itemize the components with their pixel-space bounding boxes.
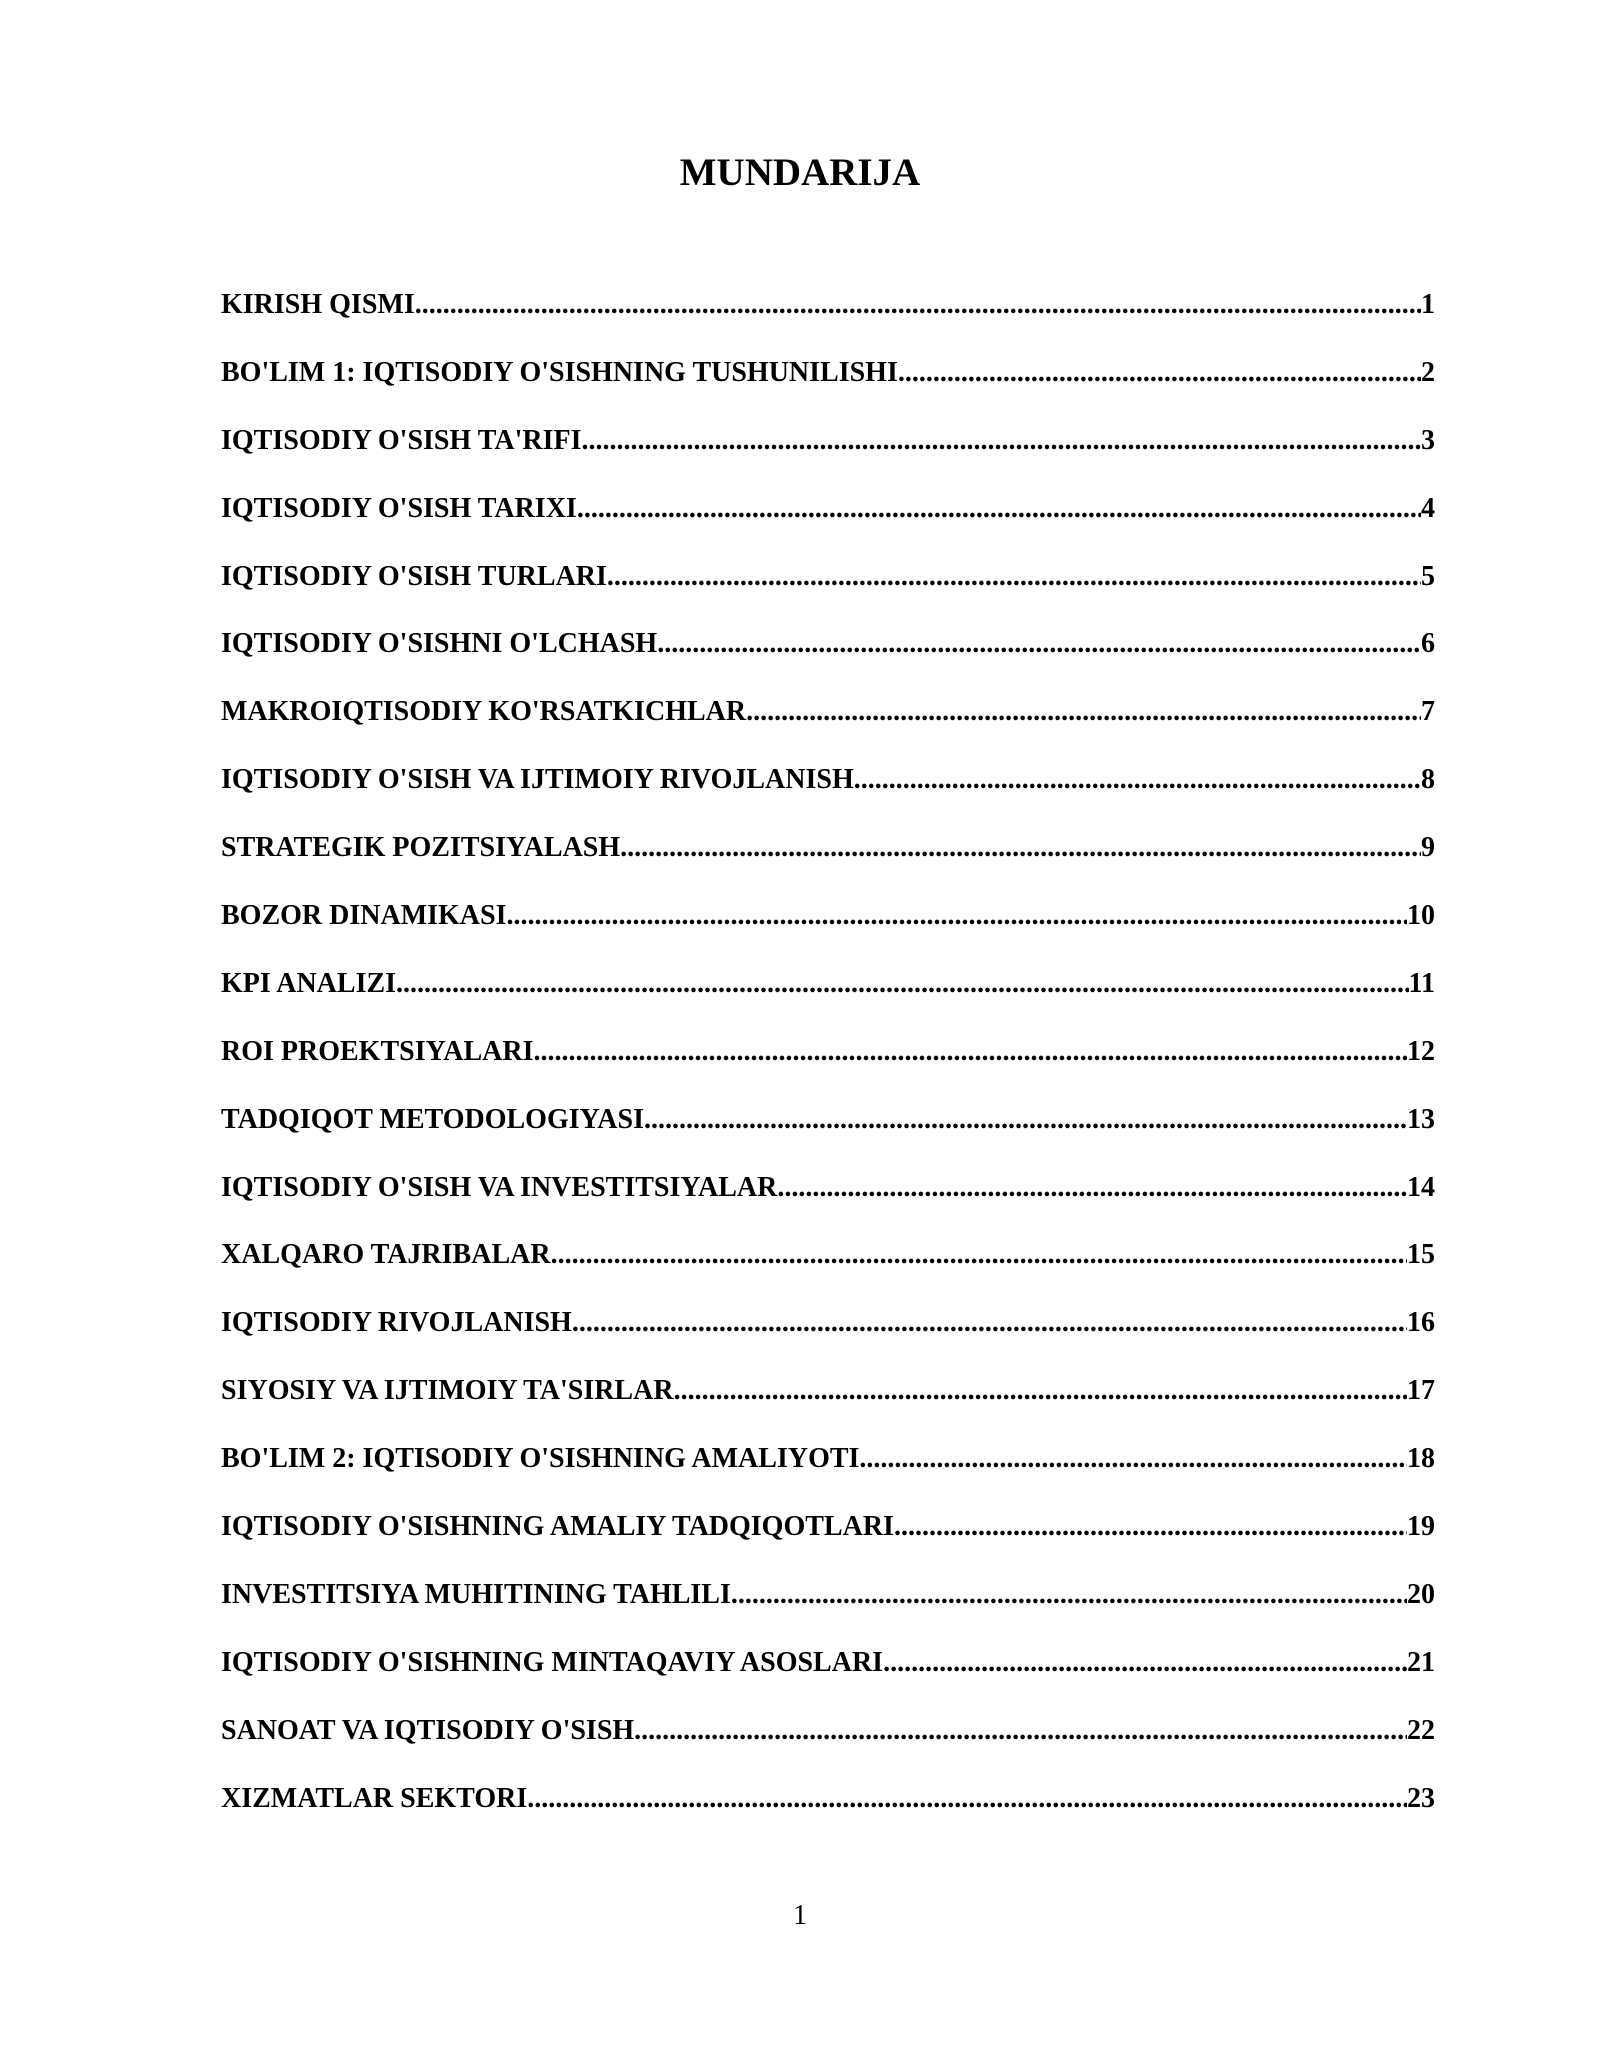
toc-entry-page: 20 bbox=[1407, 1578, 1435, 1610]
toc-dot-leader bbox=[644, 1102, 1407, 1138]
toc-dot-leader bbox=[731, 1577, 1407, 1613]
toc-entry-page: 3 bbox=[1421, 424, 1435, 456]
toc-entry-label: BOZOR DINAMIKASI bbox=[221, 900, 507, 932]
toc-entry[interactable] bbox=[221, 1441, 1435, 1509]
toc-dot-leader bbox=[533, 1034, 1407, 1070]
toc-dot-leader bbox=[415, 287, 1421, 323]
toc-entry-label: KIRISH QISMI bbox=[221, 289, 415, 320]
toc-dot-leader bbox=[551, 1237, 1407, 1273]
toc-entry-label: ROI PROEKTSIYALARI bbox=[221, 1035, 534, 1067]
toc-entry-page: 8 bbox=[1421, 764, 1435, 796]
toc-entry[interactable] bbox=[221, 830, 1435, 898]
toc-entry[interactable] bbox=[221, 1305, 1435, 1373]
toc-entry-label: IQTISODIY O'SISHNI O'LCHASH bbox=[221, 628, 658, 660]
toc-dot-leader bbox=[777, 1170, 1407, 1206]
toc-entry[interactable] bbox=[221, 1237, 1435, 1305]
toc-entry-label: MAKROIQTISODIY KO'RSATKICHLAR bbox=[221, 696, 747, 728]
toc-entry-label: SANOAT VA IQTISODIY O'SISH bbox=[221, 1714, 635, 1746]
toc-entry-label: IQTISODIY RIVOJLANISH bbox=[221, 1307, 572, 1339]
toc-entry-page: 10 bbox=[1407, 900, 1435, 932]
toc-entry[interactable] bbox=[221, 559, 1435, 627]
toc-entry[interactable] bbox=[221, 966, 1435, 1034]
toc-entry[interactable] bbox=[221, 1509, 1435, 1577]
toc-entry-page: 22 bbox=[1407, 1714, 1435, 1746]
toc-dot-leader bbox=[582, 423, 1422, 459]
toc-entry-page: 2 bbox=[1421, 356, 1435, 388]
toc-entry[interactable] bbox=[221, 287, 1435, 355]
toc-dot-leader bbox=[859, 1441, 1407, 1477]
toc-entry-page: 19 bbox=[1407, 1511, 1435, 1543]
toc-dot-leader bbox=[746, 694, 1421, 730]
toc-entry[interactable] bbox=[221, 491, 1435, 559]
toc-entry-page: 16 bbox=[1407, 1307, 1435, 1339]
toc-entry[interactable] bbox=[221, 762, 1435, 830]
toc-entry-page: 12 bbox=[1407, 1035, 1435, 1067]
toc-entry-page: 5 bbox=[1421, 560, 1435, 592]
toc-entry-label: STRATEGIK POZITSIYALASH bbox=[221, 832, 621, 864]
toc-entry[interactable] bbox=[221, 1577, 1435, 1645]
toc-dot-leader bbox=[607, 559, 1421, 595]
toc-entry-page: 14 bbox=[1407, 1171, 1435, 1203]
toc-dot-leader bbox=[396, 966, 1408, 1002]
toc-entry-label: TADQIQOT METODOLOGIYASI bbox=[221, 1103, 644, 1135]
toc-entry-label: IQTISODIY O'SISH TARIXI bbox=[221, 492, 577, 524]
toc-dot-leader bbox=[634, 1713, 1407, 1749]
toc-dot-leader bbox=[620, 830, 1421, 866]
toc-entry-page: 6 bbox=[1421, 628, 1435, 660]
toc-entry[interactable] bbox=[221, 355, 1435, 423]
toc-entry[interactable] bbox=[221, 1170, 1435, 1238]
toc-dot-leader bbox=[577, 491, 1421, 527]
toc-entry-label: BO'LIM 2: IQTISODIY O'SISHNING AMALIYOTI bbox=[221, 1443, 860, 1475]
toc-entry[interactable] bbox=[221, 1102, 1435, 1170]
toc-entry-label: INVESTITSIYA MUHITINING TAHLILI bbox=[221, 1578, 731, 1610]
toc-dot-leader bbox=[883, 1645, 1407, 1681]
toc-entry-page: 7 bbox=[1421, 696, 1435, 728]
toc-entry[interactable] bbox=[221, 1713, 1435, 1781]
toc-entry-label: IQTISODIY O'SISH VA IJTIMOIY RIVOJLANISH bbox=[221, 764, 854, 796]
toc-entry[interactable] bbox=[221, 694, 1435, 762]
toc-entry[interactable] bbox=[221, 1645, 1435, 1713]
toc-dot-leader bbox=[572, 1305, 1407, 1341]
toc-entry-page: 23 bbox=[1407, 1782, 1435, 1814]
toc-entry-label: XIZMATLAR SEKTORI bbox=[221, 1782, 528, 1814]
toc-entry-page: 13 bbox=[1407, 1103, 1435, 1135]
toc-entry-label: BO'LIM 1: IQTISODIY O'SISHNING TUSHUNILISHI bbox=[221, 356, 898, 388]
toc-dot-leader bbox=[894, 1509, 1407, 1545]
toc-entry-page: 15 bbox=[1407, 1239, 1435, 1271]
toc-dot-leader bbox=[657, 626, 1421, 662]
toc-entry-label: SIYOSIY VA IJTIMOIY TA'SIRLAR bbox=[221, 1375, 674, 1407]
toc-entry[interactable] bbox=[221, 423, 1435, 491]
toc-entry-label: KPI ANALIZI bbox=[221, 967, 397, 999]
toc-dot-leader bbox=[527, 1781, 1407, 1817]
toc-dot-leader bbox=[898, 355, 1421, 391]
toc-entry[interactable] bbox=[221, 626, 1435, 694]
toc-entry-page: 17 bbox=[1407, 1375, 1435, 1407]
page-title: MUNDARIJA bbox=[679, 151, 921, 194]
toc-entry[interactable] bbox=[221, 1373, 1435, 1441]
toc-entry-page: 21 bbox=[1407, 1646, 1435, 1678]
toc-entry-label: IQTISODIY O'SISHNING AMALIY TADQIQOTLARI bbox=[221, 1511, 894, 1543]
toc-dot-leader bbox=[674, 1373, 1407, 1409]
toc-entry-page: 11 bbox=[1408, 967, 1435, 999]
toc-dot-leader bbox=[506, 898, 1407, 934]
toc-entry-page: 1 bbox=[1421, 289, 1435, 320]
toc-entry-label: IQTISODIY O'SISH TA'RIFI bbox=[221, 424, 582, 456]
toc-entry-page: 4 bbox=[1421, 492, 1435, 524]
toc-entry[interactable] bbox=[221, 1034, 1435, 1102]
toc-entry-label: IQTISODIY O'SISH VA INVESTITSIYALAR bbox=[221, 1171, 778, 1203]
toc-dot-leader bbox=[854, 762, 1421, 798]
page-number: 1 bbox=[793, 1900, 807, 1931]
toc-entry-page: 9 bbox=[1421, 832, 1435, 864]
toc-entry-label: XALQARO TAJRIBALAR bbox=[221, 1239, 551, 1271]
toc-entry-page: 18 bbox=[1407, 1443, 1435, 1475]
toc-entry[interactable] bbox=[221, 1781, 1435, 1849]
table-of-contents bbox=[221, 287, 1435, 1848]
toc-entry[interactable] bbox=[221, 898, 1435, 966]
toc-entry-label: IQTISODIY O'SISHNING MINTAQAVIY ASOSLARI bbox=[221, 1646, 884, 1678]
toc-entry-label: IQTISODIY O'SISH TURLARI bbox=[221, 560, 607, 592]
